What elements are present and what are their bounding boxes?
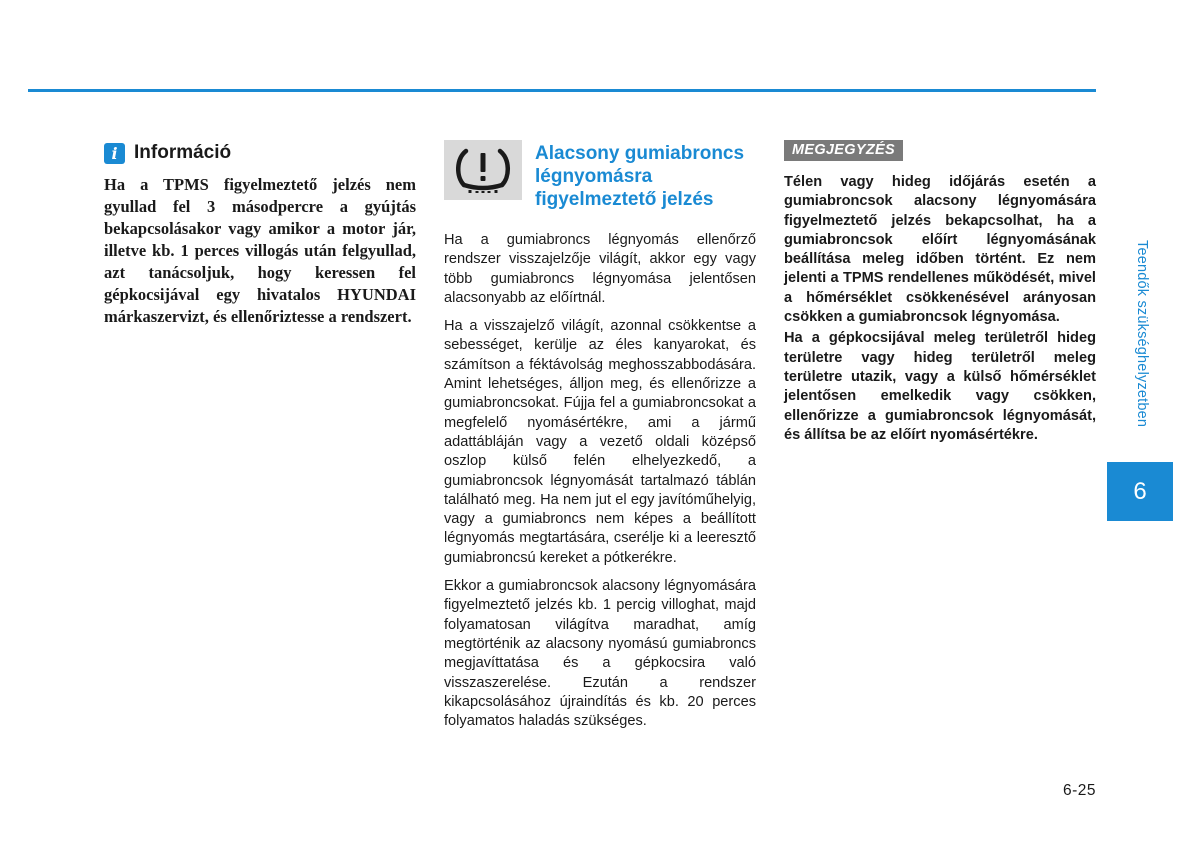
note-badge: MEGJEGYZÉS	[784, 140, 903, 161]
chapter-side-label: Teendők szükséghelyzetben	[1134, 240, 1150, 428]
note-paragraph: Ha a gépkocsijával meleg területről hideg területre vagy hideg területről meleg területre utazik, vagy a külső hőmérséklet jelentősen emelkedik vagy csökken, ellenőrizze a gumiabroncsok légnyomását, és állítsa be az előírt nyomásértékre.	[784, 330, 1096, 443]
info-icon: i	[104, 143, 125, 164]
tpms-warning-icon	[444, 140, 522, 200]
information-title: Információ	[134, 142, 232, 163]
tpms-warning-section	[444, 140, 756, 740]
note-paragraph: Télen vagy hideg időjárás esetén a gumiabroncsok alacsony légnyomására figyelmeztető jelzés bekapcsolhat, ha a gumiabroncsok előírt légnyomásának beállítása meleg időben történt. Ez nem jelenti a TPMS rendellenes működését, mivel a hőmérséklet csökkenésével arányosan csökken a gumiabroncsok légnyomása.	[784, 174, 1096, 326]
page-number: 6-25	[1062, 782, 1096, 799]
tpms-warning-title: Alacsony gumiabroncs légnyomásra figyelmeztető jelzés	[535, 143, 745, 210]
note-section	[784, 140, 1096, 447]
information-text: Ha a TPMS figyelmeztető jelzés nem gyullad fel 3 másodpercre a gyújtás bekapcsolásakor vagy amikor a motor jár, illetve kb. 1 perces villogás után felgyullad, azt tanácsoljuk, hogy keressen fel gépkocsijával egy hivatalos HYUNDAI márkaszervizt, és ellenőriztesse a rendszert.	[104, 175, 416, 326]
information-section	[104, 140, 416, 328]
chapter-number-tab: 6	[1107, 462, 1173, 521]
body-paragraph: Ha a visszajelző világít, azonnal csökkentse a sebességet, kerülje az éles kanyarokat, és számítson a féktávolság meghosszabbodására. Amint lehetséges, álljon meg, és ellenőrizze a gumiabroncsokat. Fújja fel a gumiabroncsokat a megfelelő nyomásértékre, ami a jármű adattábláján vagy a vezető oldali középső oszlop külső felén elhelyezkedő, a gumiabroncsok légnyomását tartalmazó táblán található meg. Ha nem jut el egy javítóműhelyig, vagy a gumiabroncs nem képes a beállított légnyomás megtartására, cserélje ki a leeresztő gumiabroncsú kereket a pótkerékre.	[444, 318, 756, 566]
header-rule	[28, 89, 1096, 92]
tpms-warning-header	[444, 140, 756, 211]
body-paragraph: Ekkor a gumiabroncsok alacsony légnyomására figyelmeztető jelzés kb. 1 percig villoghat, majd folyamatosan világítva maradhat, amíg megtörténik az alacsony nyomású gumiabroncs megjavíttatása és a gépkocsira való visszaszerelése. Ezután a rendszer kikapcsolásához újraindítás és kb. 20 perces folyamatos haladás szükséges.	[444, 578, 756, 730]
body-paragraph: Ha a gumiabroncs légnyomás ellenőrző rendszer visszajelzője világít, akkor egy vagy több gumiabroncs légnyomása jelentősen alacsonyabb az előírtnál.	[444, 232, 756, 306]
information-header	[104, 140, 416, 166]
